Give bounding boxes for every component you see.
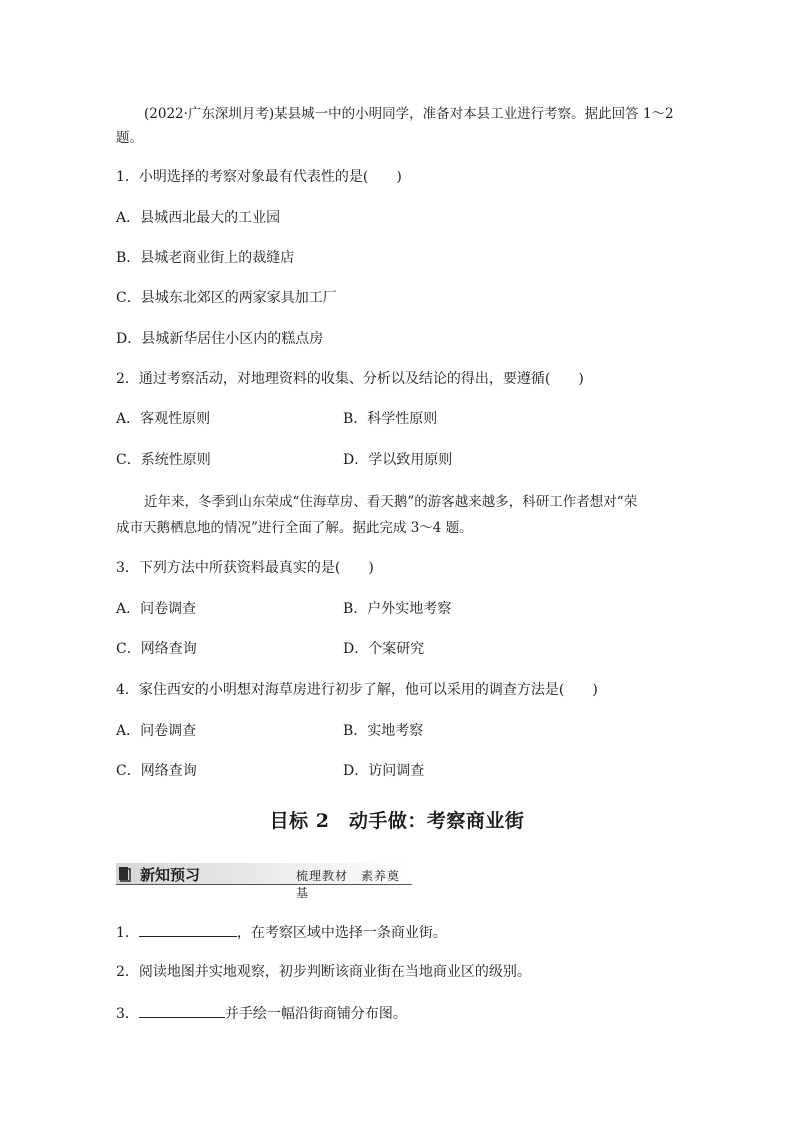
intro-passage-2-line-1: 近年来，冬季到山东荣成“住海草房、看天鹅”的游客越来越多，科研工作者想对“荣 (144, 494, 638, 510)
question-2-option-a: A．客观性原则 (116, 411, 211, 427)
question-1-option-a: A．县城西北最大的工业园 (116, 210, 281, 226)
intro-passage-2-line-2: 成市天鹅栖息地的情况”进行全面了解。据此完成 3～4 题。 (116, 520, 473, 536)
fill-item-1-blank[interactable] (139, 921, 237, 937)
question-3-option-a: A．问卷调查 (116, 601, 197, 617)
section-title: 目标 2 动手做：考察商业街 (269, 810, 525, 832)
question-3-option-d: D．个案研究 (343, 641, 425, 657)
question-4-stem: 4．家住西安的小明想对海草房进行初步了解，他可以采用的调查方法是( ) (116, 682, 598, 698)
question-4-option-d: D．访问调查 (343, 763, 425, 779)
question-4-option-b: B．实地考察 (343, 723, 424, 739)
intro-passage-1-line-1: (2022·广东深圳月考)某县城一中的小明同学，准备对本县工业进行考察。据此回答 1～2 (144, 106, 674, 122)
intro-passage-1-line-2: 题。 (116, 130, 143, 146)
fill-item-1-number: 1． (116, 925, 139, 941)
question-3-option-c: C．网络查询 (116, 641, 197, 657)
fill-item-3 (116, 1002, 407, 1023)
question-2-option-c: C．系统性原则 (116, 452, 211, 468)
question-4-option-c: C．网络查询 (116, 763, 197, 779)
banner-subtitle: 梳理教材 素养奠基 (296, 869, 401, 900)
question-2-option-b: B．科学性原则 (343, 411, 438, 427)
preview-banner (116, 863, 412, 900)
fill-item-2: 2．阅读地图并实地观察，初步判断该商业街在当地商业区的级别。 (116, 964, 531, 980)
fill-item-3-number: 3． (116, 1006, 139, 1022)
question-1-option-c: C．县城东北郊区的两家家具加工厂 (116, 290, 337, 306)
book-icon (118, 866, 132, 882)
banner-title: 新知预习 (140, 866, 201, 884)
fill-item-3-blank[interactable] (139, 1002, 225, 1018)
question-3-option-b: B．户外实地考察 (343, 601, 452, 617)
fill-item-1 (116, 921, 447, 942)
question-1-option-d: D．县城新华居住小区内的糕点房 (116, 331, 324, 347)
fill-item-1-text: ，在考察区域中选择一条商业街。 (236, 925, 447, 941)
question-2-stem: 2．通过考察活动，对地理资料的收集、分析以及结论的得出，要遵循( ) (116, 371, 584, 387)
fill-item-3-text: 并手绘一幅沿街商铺分布图。 (224, 1006, 407, 1022)
question-4-option-a: A．问卷调查 (116, 723, 197, 739)
question-3-stem: 3．下列方法中所获资料最真实的是( ) (116, 560, 374, 576)
question-1-option-b: B．县城老商业街上的裁缝店 (116, 250, 295, 266)
question-1-stem: 1．小明选择的考察对象最有代表性的是( ) (116, 169, 402, 185)
question-2-option-d: D．学以致用原则 (343, 452, 453, 468)
